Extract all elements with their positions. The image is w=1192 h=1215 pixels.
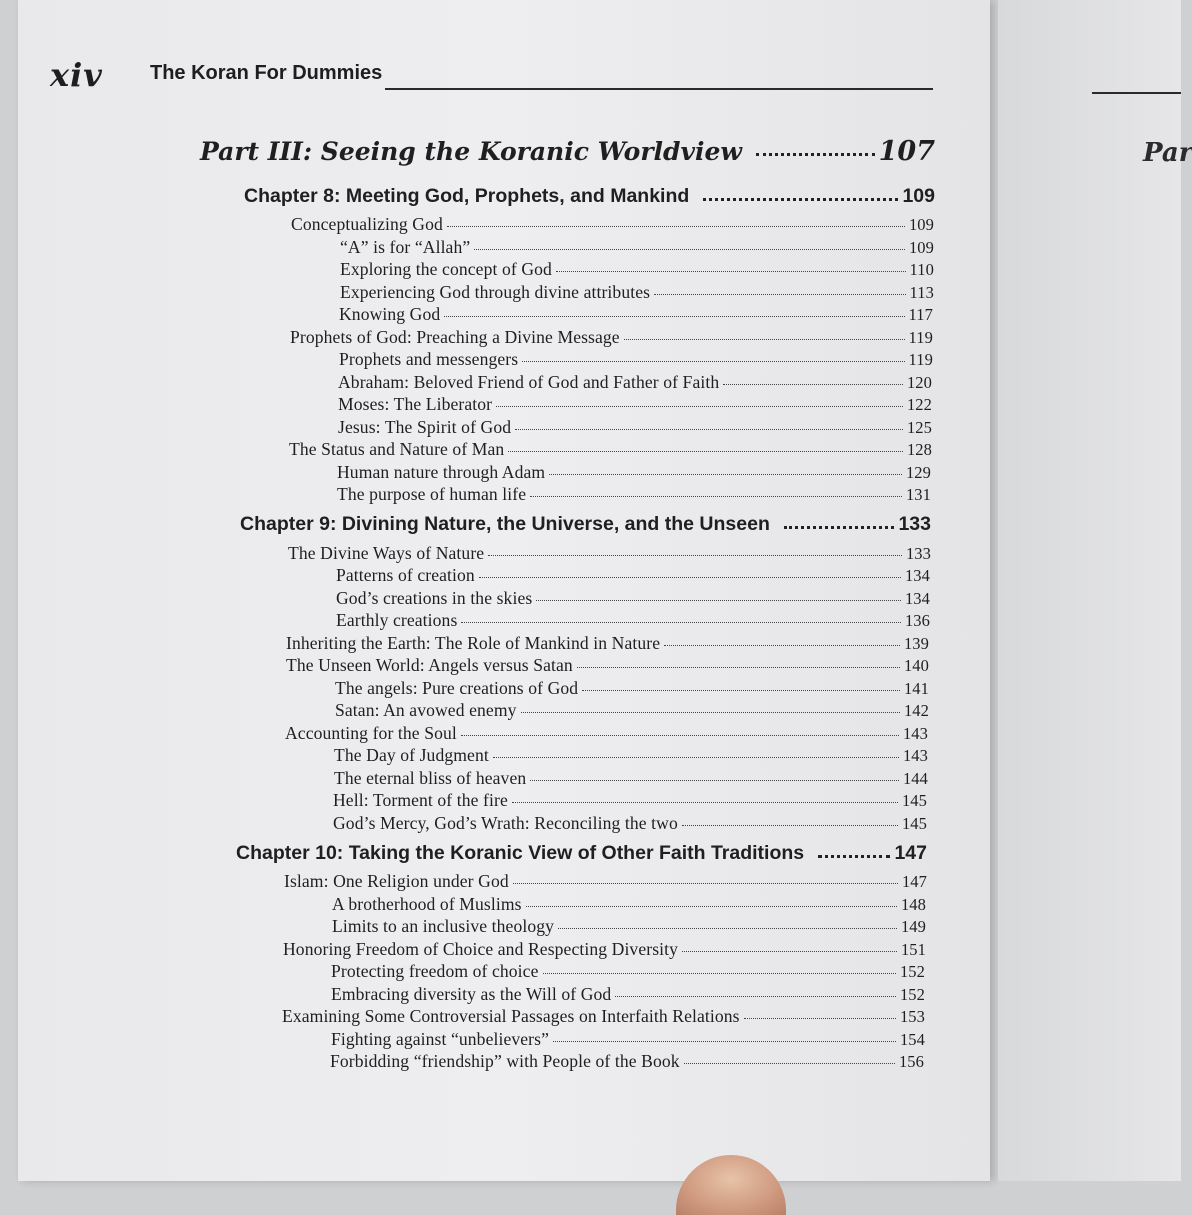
dot-leader — [582, 690, 900, 691]
toc-section-entry — [200, 745, 928, 768]
toc-entry-page-number: 122 — [906, 395, 932, 414]
toc-section-entry — [200, 633, 929, 656]
toc-entry-title: Chapter 9: Divining Nature, the Universe, and the Unseen — [240, 513, 770, 535]
toc-section-entry — [200, 1006, 925, 1029]
toc-entry-title: Satan: An avowed enemy — [335, 700, 517, 720]
toc-section-entry — [200, 543, 931, 566]
toc-entry-page-number: 109 — [902, 184, 935, 207]
toc-entry-title: Prophets and messengers — [339, 349, 519, 369]
dot-leader — [756, 153, 875, 156]
toc-section-entry — [200, 349, 933, 372]
toc-entry-title: Hell: Torment of the fire — [333, 790, 508, 810]
toc-entry-page-number: 139 — [903, 633, 929, 653]
dot-leader — [508, 451, 903, 452]
toc-section-entry — [200, 484, 931, 507]
dot-leader — [654, 294, 905, 295]
dot-leader — [461, 622, 901, 623]
toc-entry-title: Abraham: Beloved Friend of God and Father of Faith — [338, 371, 720, 392]
toc-entry-title: Experiencing God through divine attributes — [340, 281, 651, 302]
dot-leader — [682, 951, 897, 952]
toc-entry-page-number: 109 — [908, 215, 934, 234]
dot-leader — [703, 198, 898, 201]
toc-entry-page-number: 140 — [903, 656, 929, 675]
toc-section-entry — [200, 1029, 925, 1052]
toc-entry-page-number: 144 — [902, 768, 928, 788]
toc-entry-page-number: 133 — [898, 513, 931, 535]
toc-section-entry — [200, 282, 934, 305]
toc-section-entry — [200, 916, 926, 939]
toc-section-entry — [200, 984, 925, 1007]
dot-leader — [515, 429, 903, 430]
toc-section-entry — [200, 439, 932, 462]
toc-entry-title: “A” is for “Allah” — [340, 236, 471, 257]
toc-section-entry — [200, 813, 927, 836]
toc-entry-page-number: 129 — [905, 462, 931, 482]
toc-entry-page-number: 142 — [903, 701, 929, 720]
dot-leader — [744, 1018, 896, 1019]
dot-leader — [543, 973, 896, 974]
toc-entry-page-number: 143 — [902, 746, 928, 765]
toc-section-entry — [200, 214, 934, 237]
toc-entry-title: The Unseen World: Angels versus Satan — [286, 655, 573, 675]
toc-entry-page-number: 156 — [898, 1052, 924, 1071]
toc-entry-title: Jesus: The Spirit of God — [338, 416, 512, 437]
toc-entry-title: Chapter 8: Meeting God, Prophets, and Mankind — [244, 184, 690, 207]
toc-entry-page-number: 136 — [904, 611, 930, 630]
dot-leader — [818, 855, 890, 858]
toc-entry-title: Inheriting the Earth: The Role of Mankind in Nature — [286, 632, 661, 653]
toc-entry-title: Protecting freedom of choice — [331, 961, 539, 981]
dot-leader — [577, 667, 900, 668]
toc-entry-title: Embracing diversity as the Will of God — [331, 983, 612, 1004]
dot-leader — [784, 526, 895, 529]
toc-entry-page-number: 131 — [905, 485, 931, 504]
toc-entry-title: Chapter 10: Taking the Koranic View of Other Faith Traditions — [236, 841, 805, 864]
toc-entry-title: Examining Some Controversial Passages on Interfaith Relations — [282, 1006, 740, 1026]
toc-entry-page-number: 152 — [899, 962, 925, 981]
toc-entry-page-number: 119 — [908, 327, 933, 347]
dot-leader — [488, 555, 902, 556]
toc-entry-title: The Status and Nature of Man — [289, 439, 505, 459]
toc-entry-page-number: 119 — [908, 350, 933, 369]
toc-section-entry — [200, 894, 926, 917]
toc-section-entry — [200, 565, 930, 588]
toc-entry-page-number: 145 — [901, 813, 927, 833]
toc-entry-title: The purpose of human life — [337, 484, 527, 504]
toc-section-entry — [200, 237, 934, 260]
toc-section-entry — [200, 327, 933, 350]
toc-section-entry — [200, 700, 929, 723]
toc-section-entry — [200, 462, 931, 485]
toc-entry-title: God’s creations in the skies — [336, 587, 533, 608]
toc-entry-page-number: 134 — [904, 588, 930, 608]
toc-section-entry — [200, 588, 930, 611]
toc-entry-title: The angels: Pure creations of God — [335, 677, 579, 698]
toc-section-entry — [200, 372, 932, 395]
dot-leader — [684, 1063, 895, 1064]
toc-entry-page-number: 141 — [903, 678, 929, 698]
toc-section-entry — [200, 655, 929, 678]
dot-leader — [493, 757, 899, 758]
facing-page-part-heading: Par — [1143, 138, 1192, 168]
toc-entry-title: Moses: The Liberator — [338, 394, 493, 414]
toc-entry-page-number: 128 — [906, 440, 932, 459]
dot-leader — [522, 361, 904, 362]
toc-entry-title: The Divine Ways of Nature — [288, 542, 485, 563]
toc-entry-title: Earthly creations — [336, 610, 458, 630]
toc-section-entry — [200, 678, 929, 701]
toc-section-entry — [200, 790, 927, 813]
toc-entry-page-number: 110 — [909, 260, 934, 279]
toc-entry-page-number: 145 — [901, 791, 927, 810]
toc-section-entry — [200, 259, 934, 282]
dot-leader — [474, 249, 905, 250]
toc-entry-page-number: 134 — [904, 566, 930, 585]
dot-leader — [521, 712, 900, 713]
dot-leader — [624, 339, 905, 340]
toc-section-entry — [200, 768, 928, 791]
toc-section-entry — [200, 417, 932, 440]
toc-entry-page-number: 133 — [905, 543, 931, 563]
running-head-title: The Koran For Dummies — [150, 62, 383, 84]
toc-entry-page-number: 113 — [909, 282, 934, 302]
toc-entry-title: A brotherhood of Muslims — [332, 893, 522, 914]
toc-entry-title: Forbidding “friendship” with People of the Book — [330, 1051, 680, 1071]
dot-leader — [512, 802, 898, 803]
dot-leader — [496, 406, 903, 407]
toc-section-entry — [200, 304, 933, 327]
toc-entry-page-number: 147 — [894, 841, 927, 864]
toc-entry-page-number: 107 — [878, 136, 935, 167]
facing-page-header-rule — [1092, 92, 1181, 94]
toc-chapter-entry — [200, 835, 927, 871]
toc-entry-page-number: 149 — [900, 917, 926, 936]
toc-entry-title: Limits to an inclusive theology — [332, 916, 555, 936]
dot-leader — [664, 645, 900, 646]
toc-entry-title: Part III: Seeing the Koranic Worldview — [200, 137, 742, 166]
dot-leader — [530, 780, 899, 781]
dot-leader — [479, 577, 901, 578]
dot-leader — [461, 735, 899, 736]
toc-section-entry — [200, 394, 932, 417]
toc-section-entry — [200, 939, 926, 962]
toc-chapter-entry — [200, 178, 935, 214]
toc-entry-title: Knowing God — [339, 304, 441, 324]
toc-entry-title: Accounting for the Soul — [285, 722, 457, 743]
toc-section-entry — [200, 1051, 924, 1074]
toc-entry-title: Conceptualizing God — [291, 214, 443, 234]
toc-entry-page-number: 120 — [906, 372, 932, 392]
toc-entry-title: God’s Mercy, God’s Wrath: Reconciling the two — [333, 812, 678, 833]
toc-chapter-entry — [200, 507, 931, 543]
toc-entry-page-number: 152 — [899, 984, 925, 1004]
toc-entry-title: Islam: One Religion under God — [284, 871, 509, 891]
dot-leader — [444, 316, 904, 317]
dot-leader — [536, 600, 901, 601]
toc-section-entry — [200, 723, 928, 746]
toc-entry-page-number: 109 — [908, 237, 934, 257]
toc-entry-title: Prophets of God: Preaching a Divine Message — [290, 326, 620, 347]
toc-part-entry — [200, 136, 935, 178]
toc-entry-title: Exploring the concept of God — [340, 259, 552, 279]
toc-section-entry — [200, 871, 927, 894]
toc-entry-page-number: 125 — [906, 417, 932, 437]
dot-leader — [615, 996, 896, 997]
toc-entry-title: The Day of Judgment — [334, 745, 489, 765]
toc-entry-title: Patterns of creation — [336, 565, 475, 585]
dot-leader — [553, 1041, 896, 1042]
toc-entry-page-number: 153 — [899, 1007, 925, 1026]
dot-leader — [723, 384, 903, 385]
toc-entry-page-number: 154 — [899, 1029, 925, 1049]
toc-section-entry — [200, 961, 925, 984]
toc-section-entry — [200, 610, 930, 633]
toc-entry-title: Human nature through Adam — [337, 461, 546, 482]
header-rule — [385, 88, 933, 90]
toc-entry-page-number: 147 — [901, 872, 927, 891]
dot-leader — [549, 474, 902, 475]
dot-leader — [530, 496, 902, 497]
dot-leader — [526, 906, 897, 907]
facing-page — [998, 0, 1181, 1181]
toc-entry-page-number: 117 — [908, 305, 933, 324]
table-of-contents — [200, 136, 935, 1074]
toc-entry-title: Honoring Freedom of Choice and Respecting Diversity — [283, 938, 679, 959]
toc-entry-page-number: 143 — [902, 723, 928, 743]
toc-entry-title: Fighting against “unbelievers” — [331, 1028, 549, 1049]
dot-leader — [513, 883, 898, 884]
dot-leader — [682, 825, 898, 826]
dot-leader — [558, 928, 897, 929]
toc-entry-page-number: 151 — [900, 939, 926, 959]
toc-entry-page-number: 148 — [900, 894, 926, 914]
dot-leader — [556, 271, 906, 272]
dot-leader — [447, 226, 905, 227]
toc-entry-title: The eternal bliss of heaven — [334, 767, 527, 788]
page-number-folio: xiv — [50, 56, 103, 94]
